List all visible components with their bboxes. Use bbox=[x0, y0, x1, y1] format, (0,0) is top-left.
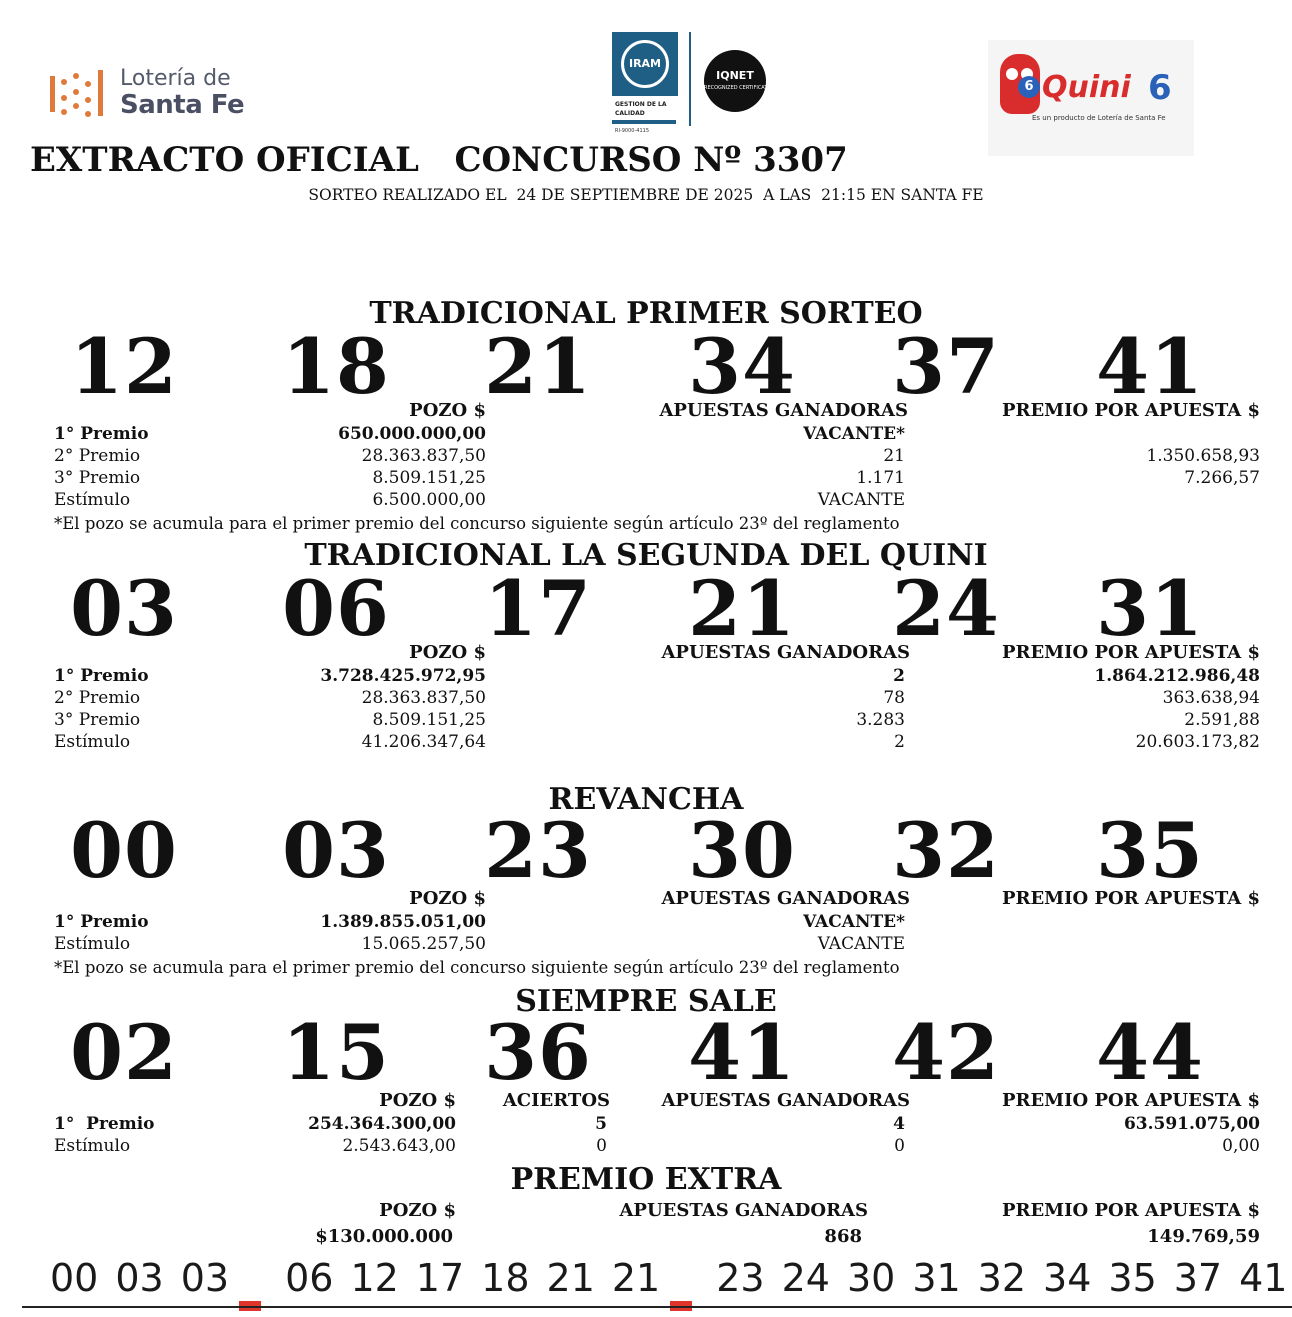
header-pozo: POZO $ bbox=[409, 642, 486, 663]
drawn-number: 23 bbox=[484, 806, 592, 895]
header-pozo: POZO $ bbox=[409, 400, 486, 421]
drawn-number: 24 bbox=[892, 564, 1000, 653]
drawn-number: 31 bbox=[1096, 564, 1204, 653]
drawn-number: 18 bbox=[282, 322, 390, 411]
header-premio: PREMIO POR APUESTA $ bbox=[1001, 642, 1260, 663]
iram-caption: GESTION DE LA CALIDAD bbox=[615, 101, 667, 117]
drawn-number: 36 bbox=[484, 1008, 592, 1097]
header-pozo: POZO $ bbox=[379, 1200, 456, 1221]
prize-pozo: 41.206.347,64 bbox=[361, 732, 486, 752]
drawn-number: 21 bbox=[688, 564, 796, 653]
extra-number: 24 bbox=[781, 1256, 830, 1300]
quini-word: Quini bbox=[1042, 70, 1131, 105]
prize-label: 1° Premio bbox=[54, 1114, 155, 1134]
extra-number: 06 bbox=[285, 1256, 334, 1300]
section-title-segunda: TRADICIONAL LA SEGUNDA DEL QUINI bbox=[304, 538, 988, 573]
extra-number: 23 bbox=[716, 1256, 765, 1300]
prize-premio: 363.638,94 bbox=[1162, 688, 1260, 708]
extra-number: 41 bbox=[1239, 1256, 1288, 1300]
prize-apuestas: 2 bbox=[893, 666, 905, 686]
prize-pozo: 8.509.151,25 bbox=[372, 468, 486, 488]
quini-number: 6 bbox=[1148, 68, 1172, 108]
header-aciertos: ACIERTOS bbox=[502, 1090, 610, 1111]
prize-pozo: 1.389.855.051,00 bbox=[320, 912, 486, 932]
prize-premio: 0,00 bbox=[1222, 1136, 1260, 1156]
prize-pozo: 15.065.257,50 bbox=[361, 934, 486, 954]
prize-label: Estímulo bbox=[54, 1136, 131, 1156]
prize-pozo: 254.364.300,00 bbox=[308, 1114, 456, 1134]
extra-number: 32 bbox=[977, 1256, 1027, 1300]
iqnet-name: IQNET bbox=[716, 69, 754, 82]
extra-number: 31 bbox=[912, 1256, 961, 1300]
iram-name: IRAM bbox=[621, 40, 669, 88]
drawn-number: 21 bbox=[484, 322, 592, 411]
prize-premio: 1.864.212.986,48 bbox=[1094, 666, 1260, 686]
iram-code: RI-9000-4115 bbox=[615, 128, 650, 134]
prize-label: 3° Premio bbox=[54, 468, 141, 488]
prize-premio: 20.603.173,82 bbox=[1135, 732, 1260, 752]
section-title-tradicional: TRADICIONAL PRIMER SORTEO bbox=[369, 296, 923, 331]
extra-pozo: $130.000.000 bbox=[315, 1226, 453, 1247]
section-title-premio-extra: PREMIO EXTRA bbox=[510, 1162, 782, 1197]
drawn-number: 00 bbox=[70, 806, 178, 895]
prize-label: Estímulo bbox=[54, 732, 131, 752]
drawn-number: 30 bbox=[688, 806, 796, 895]
drawn-number: 41 bbox=[1096, 322, 1204, 411]
prize-pozo: 28.363.837,50 bbox=[361, 688, 486, 708]
header-premio: PREMIO POR APUESTA $ bbox=[1001, 400, 1260, 421]
prize-apuestas: 4 bbox=[893, 1114, 905, 1134]
accumulation-note: *El pozo se acumula para el primer premio del concurso siguiente según artículo 23º del reglamento bbox=[54, 514, 900, 533]
prize-apuestas: 0 bbox=[894, 1136, 905, 1156]
footer-divider bbox=[22, 1306, 1292, 1308]
loteria-santa-fe-logo bbox=[48, 62, 258, 124]
prize-pozo: 650.000.000,00 bbox=[338, 424, 486, 444]
extra-number: 03 bbox=[181, 1256, 268, 1300]
header-apuestas: APUESTAS GANADORAS bbox=[661, 642, 910, 663]
prize-label: Estímulo bbox=[54, 490, 131, 510]
header-pozo: POZO $ bbox=[379, 1090, 456, 1111]
extra-number: 35 bbox=[1108, 1256, 1157, 1300]
drawn-number: 32 bbox=[892, 806, 1000, 895]
drawn-number: 03 bbox=[282, 806, 390, 895]
drawn-number: 03 bbox=[70, 564, 178, 653]
drawn-number: 12 bbox=[70, 322, 178, 411]
prize-apuestas: 78 bbox=[883, 688, 905, 708]
prize-apuestas: VACANTE* bbox=[803, 424, 905, 444]
draw-info: SORTEO REALIZADO EL 24 DE SEPTIEMBRE DE 2025 A LAS 21:15 EN SANTA FE bbox=[308, 186, 984, 204]
prize-apuestas: VACANTE bbox=[817, 934, 905, 954]
prize-apuestas: 3.283 bbox=[856, 710, 905, 730]
section-title-siempre-sale: SIEMPRE SALE bbox=[515, 984, 777, 1019]
extra-apuestas: 868 bbox=[824, 1226, 862, 1247]
extra-premio: 149.769,59 bbox=[1147, 1226, 1260, 1247]
extra-number: 37 bbox=[1173, 1256, 1223, 1300]
prize-apuestas: 1.171 bbox=[856, 468, 905, 488]
prize-pozo: 2.543.643,00 bbox=[342, 1136, 456, 1156]
extra-number: 21 bbox=[546, 1256, 595, 1300]
iram-icon bbox=[612, 32, 678, 96]
premio-extra-numbers bbox=[50, 1256, 1292, 1300]
prize-premio: 1.350.658,93 bbox=[1146, 446, 1260, 466]
drawn-number: 17 bbox=[484, 564, 592, 653]
prize-premio: 2.591,88 bbox=[1184, 710, 1260, 730]
loteria-logo-line1: Lotería de bbox=[120, 66, 231, 91]
drawn-number: 44 bbox=[1096, 1008, 1204, 1097]
prize-label: 2° Premio bbox=[54, 446, 141, 466]
header-premio: PREMIO POR APUESTA $ bbox=[1001, 888, 1260, 909]
prize-label: Estímulo bbox=[54, 934, 131, 954]
quini-tagline: Es un producto de Lotería de Santa Fe bbox=[1032, 114, 1166, 122]
extra-number: 18 bbox=[481, 1256, 530, 1300]
extra-number: 34 bbox=[1043, 1256, 1092, 1300]
header-apuestas: APUESTAS GANADORAS bbox=[619, 1200, 868, 1221]
prize-premio: 7.266,57 bbox=[1184, 468, 1260, 488]
prize-pozo: 8.509.151,25 bbox=[372, 710, 486, 730]
header-premio: PREMIO POR APUESTA $ bbox=[1001, 1090, 1260, 1111]
drawn-number: 37 bbox=[892, 322, 1000, 411]
extra-number: 12 bbox=[350, 1256, 399, 1300]
prize-label: 1° Premio bbox=[54, 666, 149, 686]
quini6-logo bbox=[988, 40, 1194, 156]
iram-bar bbox=[612, 120, 676, 124]
prize-label: 2° Premio bbox=[54, 688, 141, 708]
drawn-number: 42 bbox=[892, 1008, 1000, 1097]
iqnet-caption: RECOGNIZED CERTIFICATION bbox=[704, 85, 777, 91]
header-apuestas: APUESTAS GANADORAS bbox=[661, 1090, 910, 1111]
drawn-number: 34 bbox=[688, 322, 796, 411]
header-pozo: POZO $ bbox=[409, 888, 486, 909]
prize-label: 3° Premio bbox=[54, 710, 141, 730]
extra-number: 30 bbox=[846, 1256, 896, 1300]
drawn-number: 35 bbox=[1096, 806, 1204, 895]
prize-apuestas: 21 bbox=[883, 446, 905, 466]
quini-ball-icon: 6 bbox=[1018, 76, 1040, 98]
prize-pozo: 6.500.000,00 bbox=[372, 490, 486, 510]
prize-pozo: 3.728.425.972,95 bbox=[320, 666, 486, 686]
prize-label: 1° Premio bbox=[54, 912, 149, 932]
extra-number: 17 bbox=[415, 1256, 465, 1300]
extra-number: 00 bbox=[50, 1256, 99, 1300]
header-apuestas: APUESTAS GANADORAS bbox=[659, 400, 908, 421]
accumulation-note: *El pozo se acumula para el primer premio del concurso siguiente según artículo 23º del reglamento bbox=[54, 958, 900, 977]
prize-premio: 63.591.075,00 bbox=[1123, 1114, 1260, 1134]
drawn-number: 06 bbox=[282, 564, 390, 653]
drawn-number: 02 bbox=[70, 1008, 178, 1097]
page-title: EXTRACTO OFICIAL CONCURSO Nº 3307 bbox=[30, 140, 848, 180]
logo-separator bbox=[689, 32, 691, 126]
header-premio: PREMIO POR APUESTA $ bbox=[1001, 1200, 1260, 1221]
section-title-revancha: REVANCHA bbox=[548, 782, 744, 817]
header-apuestas: APUESTAS GANADORAS bbox=[661, 888, 910, 909]
prize-apuestas: VACANTE bbox=[817, 490, 905, 510]
extra-number: 21 bbox=[612, 1256, 699, 1300]
iram-iqnet-certification-logo bbox=[612, 30, 777, 138]
prize-aciertos: 0 bbox=[596, 1136, 607, 1156]
loteria-dots-icon bbox=[48, 68, 106, 120]
prize-label: 1° Premio bbox=[54, 424, 149, 444]
drawn-number: 41 bbox=[688, 1008, 796, 1097]
extra-number: 03 bbox=[115, 1256, 164, 1300]
prize-apuestas: VACANTE* bbox=[803, 912, 905, 932]
drawn-number: 15 bbox=[282, 1008, 390, 1097]
loteria-logo-line2: Santa Fe bbox=[120, 90, 245, 120]
iqnet-icon bbox=[704, 50, 777, 112]
prize-apuestas: 2 bbox=[894, 732, 905, 752]
prize-pozo: 28.363.837,50 bbox=[361, 446, 486, 466]
prize-aciertos: 5 bbox=[595, 1114, 607, 1134]
